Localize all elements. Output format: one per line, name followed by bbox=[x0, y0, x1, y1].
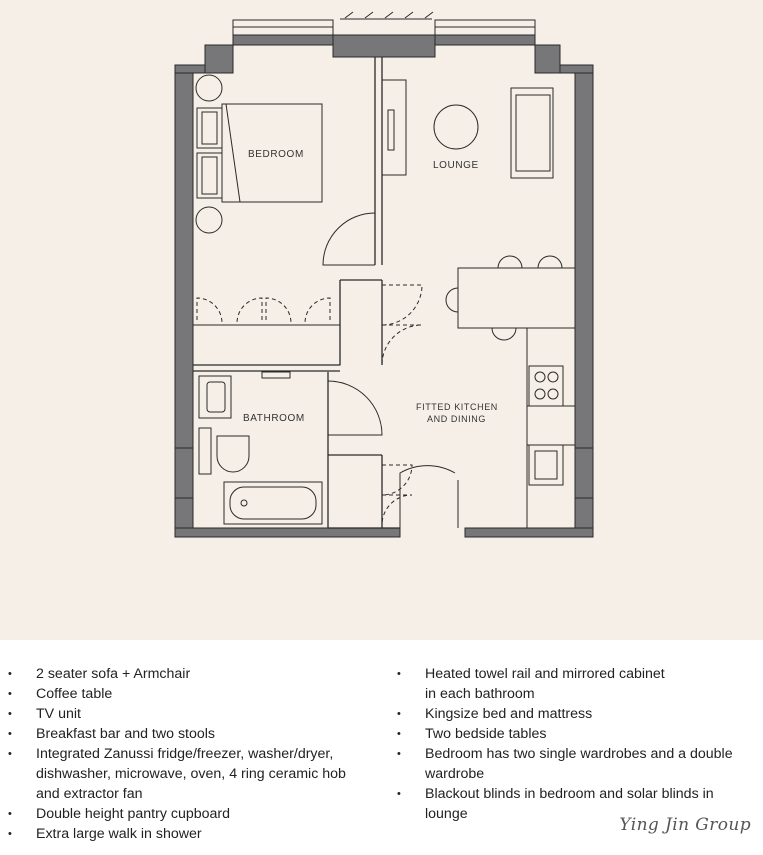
features-left-list bbox=[8, 664, 378, 844]
bathroom bbox=[199, 372, 382, 524]
list-item: • 2 seater sofa + Armchair bbox=[8, 664, 378, 684]
list-item: • Heated towel rail and mirrored cabinet bbox=[397, 664, 757, 684]
list-item: • Extra large walk in shower bbox=[8, 824, 378, 844]
list-item-continuation: in each bathroom bbox=[425, 686, 535, 702]
interior-walls bbox=[193, 57, 400, 528]
list-item: • Breakfast bar and two stools bbox=[8, 724, 378, 744]
brand-logo: Ying Jin Group bbox=[619, 815, 751, 835]
list-item: • Integrated Zanussi fridge/freezer, washer/dryer, bbox=[8, 744, 378, 764]
list-item: • Coffee table bbox=[8, 684, 378, 704]
kitchen-label-line2: AND DINING bbox=[427, 414, 487, 424]
features-right-list bbox=[397, 664, 757, 824]
bathroom-label: BATHROOM bbox=[243, 413, 305, 424]
bottom-walls bbox=[175, 528, 593, 537]
list-item: • Kingsize bed and mattress bbox=[397, 704, 757, 724]
list-item: • TV unit bbox=[8, 704, 378, 724]
list-item: • Double height pantry cupboard bbox=[8, 804, 378, 824]
list-item-continuation: dishwasher, microwave, oven, 4 ring ceramic hob bbox=[36, 766, 346, 782]
list-item: • Blackout blinds in bedroom and solar blinds in bbox=[397, 784, 757, 804]
list-item-continuation: lounge bbox=[425, 806, 468, 822]
bedroom-label: BEDROOM bbox=[248, 149, 304, 160]
feature-list-section bbox=[0, 640, 763, 855]
list-item-continuation: and extractor fan bbox=[36, 786, 143, 802]
top-windows bbox=[233, 12, 535, 35]
kitchen bbox=[382, 256, 575, 528]
bedroom bbox=[193, 75, 375, 365]
outer-walls bbox=[175, 35, 593, 528]
list-item: • Bedroom has two single wardrobes and a double bbox=[397, 744, 757, 764]
list-item-continuation: wardrobe bbox=[425, 766, 485, 782]
list-item: • Two bedside tables bbox=[397, 724, 757, 744]
lounge-label: LOUNGE bbox=[433, 160, 479, 171]
kitchen-label-line1: FITTED KITCHEN bbox=[416, 402, 498, 412]
